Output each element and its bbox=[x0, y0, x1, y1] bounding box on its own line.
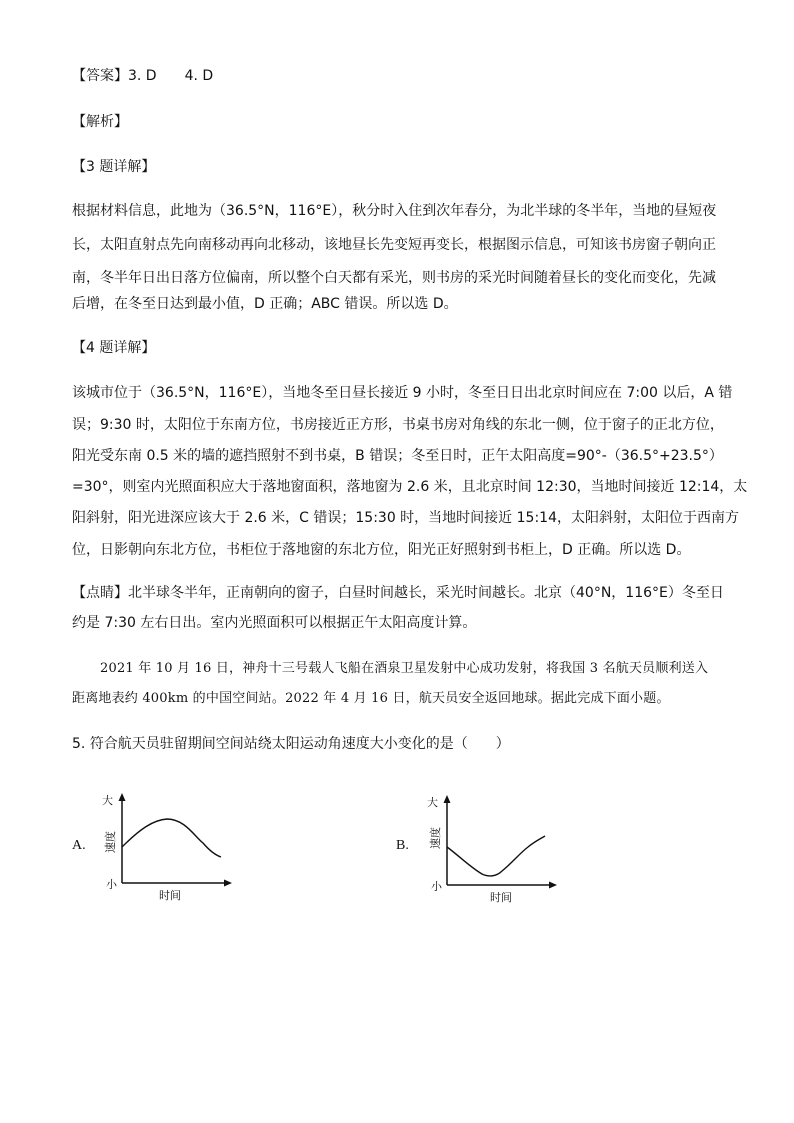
option-a-label[interactable]: A. bbox=[72, 838, 86, 853]
option-b-y-top: 大 bbox=[427, 796, 438, 809]
option-b-y-label: 速度 bbox=[429, 827, 442, 849]
q4-line-3: 阳光受东南 0.5 米的墙的遮挡照射不到书桌，B 错误；冬至日时，正午太阳高度=90°-（36.5°+23.5°） bbox=[72, 448, 723, 464]
option-a-y-bottom: 小 bbox=[106, 878, 117, 891]
q4-line-2: 误；9:30 时，太阳位于东南方位，书房接近正方形，书桌书房对角线的东北一侧，位于窗子的正北方位， bbox=[72, 417, 724, 433]
answer-text: 3. D 4. D bbox=[128, 68, 214, 84]
tip-line-1 bbox=[72, 583, 724, 603]
option-b-curve bbox=[447, 836, 545, 876]
q3-line-4: 后增，在冬至日达到最小值，D 正确；ABC 错误。所以选 D。 bbox=[72, 296, 458, 312]
q3-title: 【3 题详解】 bbox=[72, 159, 156, 175]
q5-stem: 5. 符合航天员驻留期间空间站绕太阳运动角速度大小变化的是（ ） bbox=[72, 736, 510, 752]
option-a-x-label: 时间 bbox=[159, 889, 181, 902]
lead-line-2: 距离地表约 400km 的中国空间站。2022 年 4 月 16 日，航天员安全返回地球。据此完成下面小题。 bbox=[72, 691, 670, 706]
analysis-tag: 【解析】 bbox=[72, 114, 128, 130]
answer-line bbox=[72, 66, 213, 86]
q4-line-6: 位，日影朝向东北方位，书柜位于落地窗的东北方位，阳光正好照射到书柜上，D 正确。所以选 D。 bbox=[72, 542, 691, 558]
q4-line-1: 该城市位于（36.5°N，116°E），当地冬至日昼长接近 9 小时，冬至日日出北京时间应在 7:00 以后，A 错 bbox=[72, 385, 733, 401]
option-a-y-arrow bbox=[119, 793, 126, 801]
option-a-curve bbox=[122, 819, 221, 857]
option-b-y-bottom: 小 bbox=[431, 880, 442, 893]
lead-line-1: 2021 年 10 月 16 日，神舟十三号载人飞船在酒泉卫星发射中心成功发射，将我国 3 名航天员顺利送入 bbox=[100, 661, 709, 676]
option-a-y-label: 速度 bbox=[104, 831, 117, 853]
tip-line-2: 约是 7:30 左右日出。室内光照面积可以根据正午太阳高度计算。 bbox=[72, 615, 477, 631]
option-b-x-arrow bbox=[549, 882, 557, 889]
answer-tag: 【答案】 bbox=[72, 68, 128, 84]
q3-line-3: 南，冬半年日出日落方位偏南，所以整个白天都有采光，则书房的采光时间随着昼长的变化而变化，先减 bbox=[72, 270, 716, 286]
tip-text-1: 北半球冬半年，正南朝向的窗子，白昼时间越长，采光时间越长。北京（40°N，116°E）冬至日 bbox=[128, 585, 724, 601]
option-b-x-label: 时间 bbox=[490, 891, 512, 904]
option-a-x-arrow bbox=[224, 880, 232, 887]
q4-title: 【4 题详解】 bbox=[72, 340, 156, 356]
option-a-graph[interactable] bbox=[95, 785, 245, 905]
q4-line-5: 阳斜射，阳光进深应该大于 2.6 米，C 错误；15:30 时，当地时间接近 15:14，太阳斜射，太阳位于西南方 bbox=[72, 510, 739, 526]
q3-line-1: 根据材料信息，此地为（36.5°N，116°E），秋分时入住到次年春分，为北半球的冬半年，当地的昼短夜 bbox=[72, 203, 717, 219]
tip-tag: 【点睛】 bbox=[72, 585, 128, 601]
option-b-label[interactable]: B. bbox=[396, 838, 409, 853]
option-b-graph[interactable] bbox=[420, 787, 570, 907]
q3-line-2: 长，太阳直射点先向南移动再向北移动，该地昼长先变短再变长，根据图示信息，可知该书房窗子朝向正 bbox=[72, 237, 716, 253]
q4-line-4: =30°，则室内光照面积应大于落地窗面积，落地窗为 2.6 米，且北京时间 12:30，当地时间接近 12:14，太 bbox=[72, 479, 748, 495]
option-b-y-arrow bbox=[444, 795, 451, 803]
option-a-y-top: 大 bbox=[102, 794, 113, 807]
